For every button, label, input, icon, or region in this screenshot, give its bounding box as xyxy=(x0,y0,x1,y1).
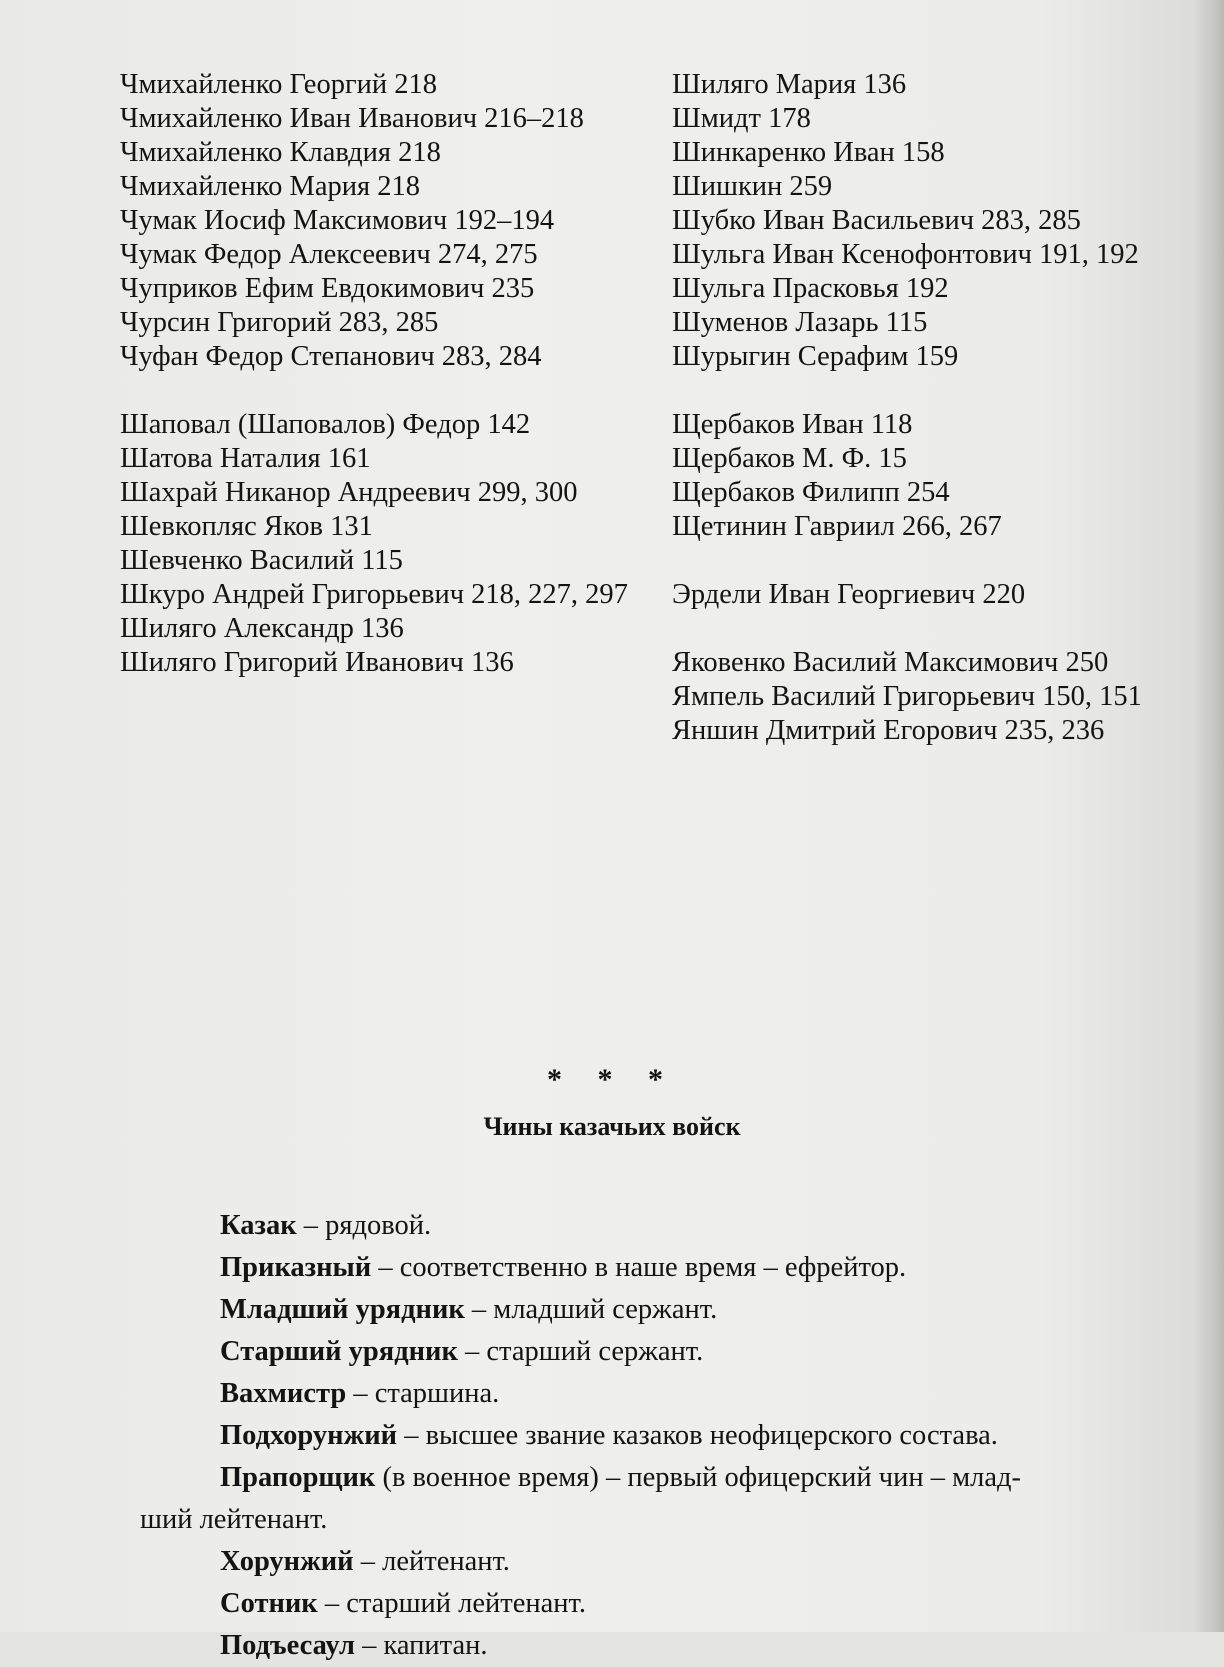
index-entry: Чуфан Федор Степанович 283, 284 xyxy=(120,341,542,372)
rank-definition xyxy=(140,1373,1160,1415)
index-entry: Шишкин 259 xyxy=(672,171,833,202)
rank-term: Старший урядник xyxy=(220,1336,458,1367)
index-entry: Шинкаренко Иван 158 xyxy=(672,137,945,168)
ranks-list xyxy=(140,1205,1160,1667)
rank-definition xyxy=(140,1541,1160,1583)
index-entry: Чумак Иосиф Максимович 192–194 xyxy=(120,205,555,236)
index-entry: Ямпель Василий Григорьевич 150, 151 xyxy=(672,681,1142,712)
index-entry: Чмихайленко Иван Иванович 216–218 xyxy=(120,103,584,134)
rank-description: – рядовой. xyxy=(296,1210,432,1241)
index-entry: Шубко Иван Васильевич 283, 285 xyxy=(672,205,1081,236)
rank-definition xyxy=(140,1247,1160,1289)
rank-term: Вахмистр xyxy=(220,1378,347,1409)
rank-description: – старшина. xyxy=(346,1378,500,1409)
rank-definition-continuation: ший лейтенант. xyxy=(140,1504,328,1535)
index-entry: Эрдели Иван Георгиевич 220 xyxy=(672,579,1026,610)
index-entry: Щербаков Филипп 254 xyxy=(672,477,950,508)
section-title: Чины казачьих войск xyxy=(483,1112,741,1141)
page-edge-shadow xyxy=(1194,0,1224,1632)
rank-description: – соответственно в наше время – ефрейтор. xyxy=(371,1252,907,1283)
index-entry: Щербаков М. Ф. 15 xyxy=(672,443,907,474)
rank-term: Подхорунжий xyxy=(220,1420,398,1451)
index-entry: Шкуро Андрей Григорьевич 218, 227, 297 xyxy=(120,579,628,610)
index-entry: Чумак Федор Алексеевич 274, 275 xyxy=(120,239,538,270)
rank-description: – капитан. xyxy=(354,1630,488,1661)
index-entry: Яковенко Василий Максимович 250 xyxy=(672,647,1109,678)
index-entry: Шиляго Мария 136 xyxy=(672,69,907,100)
index-entry: Яншин Дмитрий Егорович 235, 236 xyxy=(672,715,1105,746)
rank-term: Подъесаул xyxy=(220,1630,355,1661)
index-entry: Шевченко Василий 115 xyxy=(120,545,403,576)
index-column-right xyxy=(672,68,1152,748)
index-entry: Шульга Иван Ксенофонтович 191, 192 xyxy=(672,239,1139,270)
index-entry: Чмихайленко Георгий 218 xyxy=(120,69,438,100)
rank-description: – младший сержант. xyxy=(464,1294,718,1325)
rank-term: Казак xyxy=(220,1210,297,1241)
rank-definition xyxy=(140,1415,1160,1457)
rank-term: Приказный xyxy=(220,1252,372,1283)
index-entry: Шевкопляс Яков 131 xyxy=(120,511,373,542)
rank-term: Прапорщик xyxy=(220,1462,376,1493)
index-entry: Шульга Прасковья 192 xyxy=(672,273,949,304)
index-entry: Шиляго Григорий Иванович 136 xyxy=(120,647,514,678)
rank-description: (в военное время) – первый офицерский чин – млад- xyxy=(375,1462,1022,1493)
rank-definition xyxy=(140,1331,1160,1373)
index-entry: Шаповал (Шаповалов) Федор 142 xyxy=(120,409,531,440)
rank-description: – лейтенант. xyxy=(353,1546,510,1577)
index-entry: Шмидт 178 xyxy=(672,103,811,134)
rank-description: – старший сержант. xyxy=(457,1336,704,1367)
rank-term: Сотник xyxy=(220,1588,318,1619)
entry-gap xyxy=(672,612,1152,646)
index-entry: Шурыгин Серафим 159 xyxy=(672,341,959,372)
entry-gap xyxy=(672,374,1152,408)
entry-gap xyxy=(672,544,1152,578)
index-column-left xyxy=(120,68,650,680)
rank-term: Младший урядник xyxy=(220,1294,465,1325)
rank-term: Хорунжий xyxy=(220,1546,354,1577)
index-entry: Щетинин Гавриил 266, 267 xyxy=(672,511,1002,542)
rank-definition xyxy=(140,1205,1160,1247)
index-entry: Шиляго Александр 136 xyxy=(120,613,404,644)
index-entry: Чмихайленко Клавдия 218 xyxy=(120,137,441,168)
index-entry: Чуприков Ефим Евдокимович 235 xyxy=(120,273,535,304)
rank-definition xyxy=(140,1625,1160,1667)
section-separator: * * * xyxy=(547,1063,677,1096)
rank-description: – старший лейтенант. xyxy=(317,1588,586,1619)
index-entry: Щербаков Иван 118 xyxy=(672,409,913,440)
rank-definition xyxy=(140,1289,1160,1331)
rank-definition xyxy=(140,1583,1160,1625)
rank-definition xyxy=(140,1457,1160,1499)
index-entry: Чурсин Григорий 283, 285 xyxy=(120,307,439,338)
rank-description: – высшее звание казаков неофицерского состава. xyxy=(397,1420,998,1451)
index-entry: Шахрай Никанор Андреевич 299, 300 xyxy=(120,477,578,508)
entry-gap xyxy=(120,374,650,408)
index-entry: Шатова Наталия 161 xyxy=(120,443,371,474)
index-entry: Шуменов Лазарь 115 xyxy=(672,307,928,338)
index-entry: Чмихайленко Мария 218 xyxy=(120,171,420,202)
